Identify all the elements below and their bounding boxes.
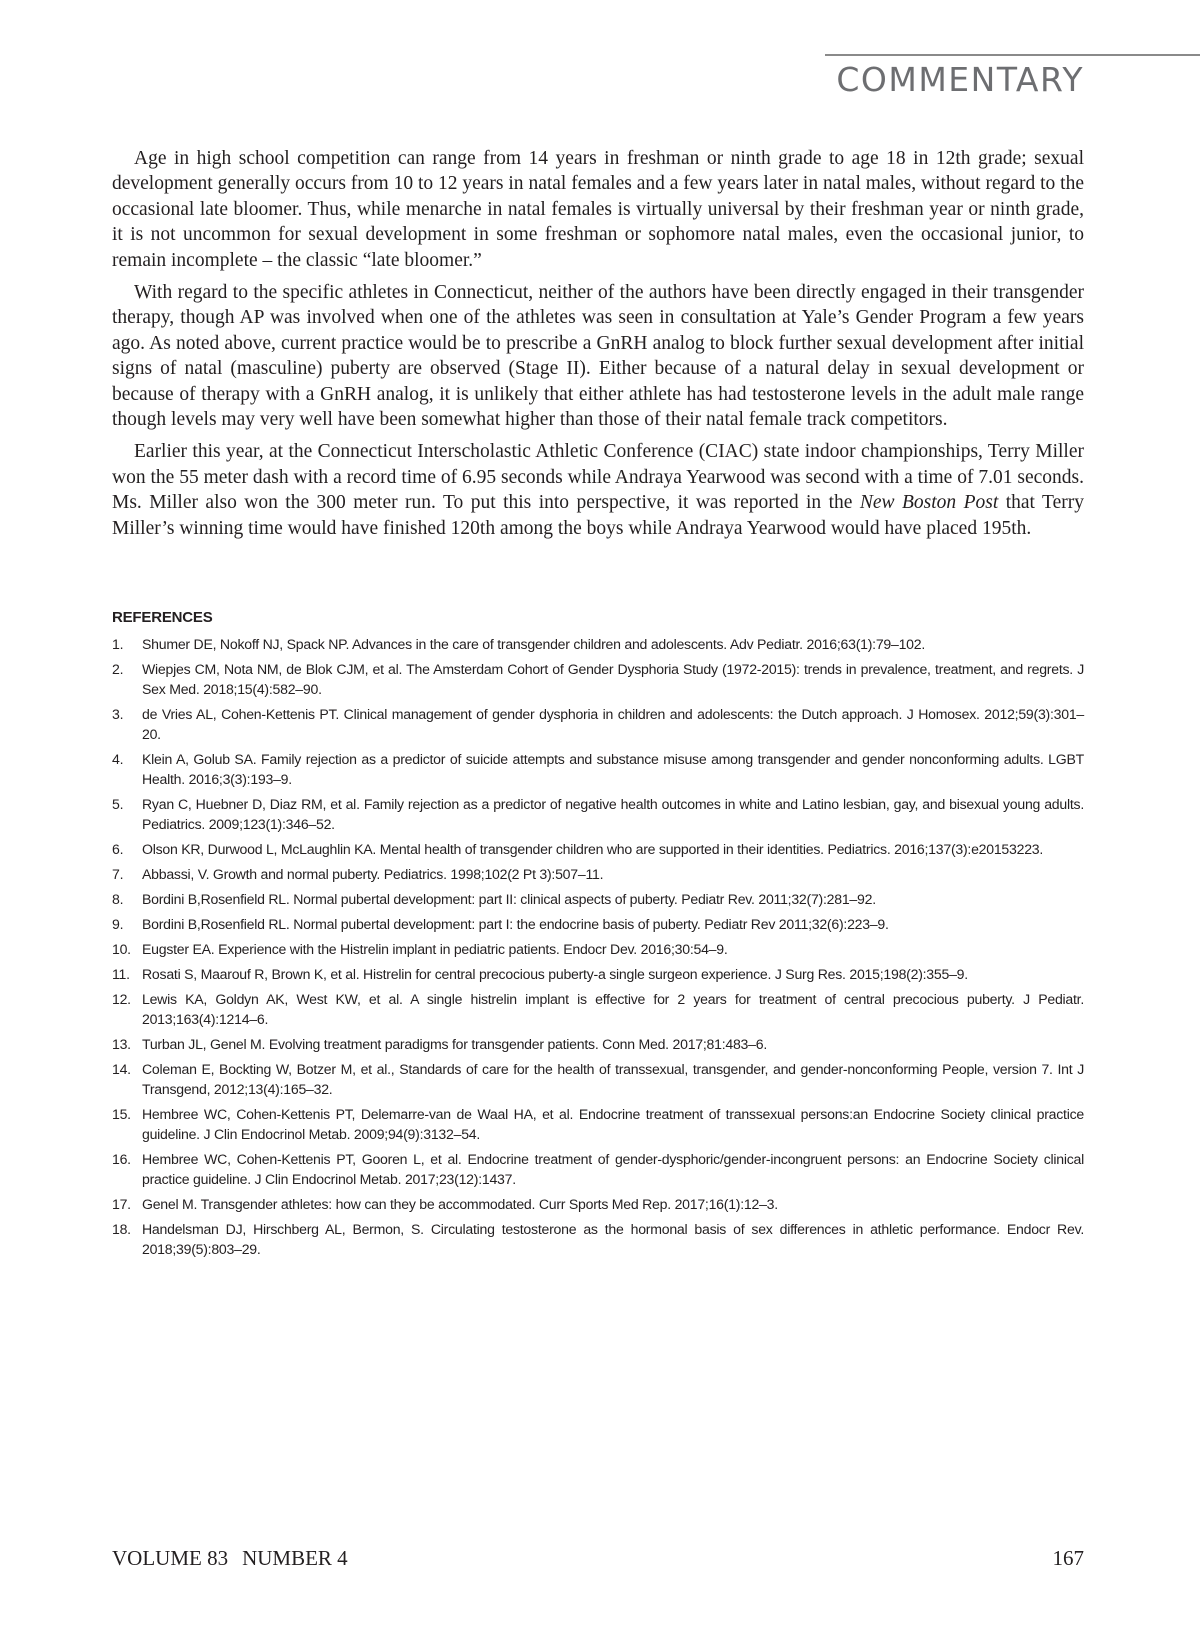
reference-text: Rosati S, Maarouf R, Brown K, et al. Histrelin for central precocious puberty-a single surgeon experience. J Surg Res. 2015;198(2):355–9.: [142, 966, 968, 982]
reference-text: Handelsman DJ, Hirschberg AL, Bermon, S. Circulating testosterone as the hormonal basis of sex differences in athletic performance. Endocr Rev. 2018;39(5):803–29.: [142, 1221, 1084, 1257]
body-paragraph-1: Age in high school competition can range from 14 years in freshman or ninth grade to age 18 in 12th grade; sexual development generally occurs from 10 to 12 years in natal females and a few years later in natal males, without regard to the occasional late bloomer. Thus, while menarche in natal females is virtually universal by their freshman year or ninth grade, it is not uncommon for sexual development in some freshman or sophomore natal males, even the occasional junior, to remain incomplete – the classic “late bloomer.”: [112, 148, 1084, 271]
reference-item: [112, 1219, 1084, 1259]
reference-item: [112, 1104, 1084, 1144]
reference-text: Shumer DE, Nokoff NJ, Spack NP. Advances in the care of transgender children and adolescents. Adv Pediatr. 2016;63(1):79–102.: [142, 636, 926, 652]
reference-number: 17.: [112, 1196, 131, 1212]
reference-item: [112, 1149, 1084, 1189]
reference-text: Abbassi, V. Growth and normal puberty. Pediatrics. 1998;102(2 Pt 3):507–11.: [142, 866, 604, 882]
references-heading: REFERENCES: [112, 609, 213, 626]
body-paragraph-2: With regard to the specific athletes in Connecticut, neither of the authors have been directly engaged in their transgender therapy, though AP was involved when one of the athletes was seen in consultation at Yale’s Gender Program a few years ago. As noted above, current practice would be to prescribe a GnRH analog to block further sexual development after initial signs of natal (masculine) puberty are observed (Stage II). Either because of a natural delay in sexual development or because of therapy with a GnRH analog, it is unlikely that either athlete has had testosterone levels in the adult male range though levels may very well have been somewhat higher than those of their natal female track competitors.: [112, 282, 1084, 431]
reference-number: 13.: [112, 1036, 131, 1052]
reference-text: Hembree WC, Cohen-Kettenis PT, Delemarre-van de Waal HA, et al. Endocrine treatment of transsexual persons:an Endocrine Society clinical practice guideline. J Clin Endocrinol Metab. 2009;94(9):3132–54.: [142, 1106, 1084, 1142]
reference-item: [112, 889, 1084, 909]
reference-text: Lewis KA, Goldyn AK, West KW, et al. A single histrelin implant is effective for 2 years for treatment of central precocious puberty. J Pediatr. 2013;163(4):1214–6.: [142, 991, 1084, 1027]
reference-text: Ryan C, Huebner D, Diaz RM, et al. Family rejection as a predictor of negative health outcomes in white and Latino lesbian, gay, and bisexual young adults. Pediatrics. 2009;123(1):346–52.: [142, 796, 1084, 832]
reference-item: [112, 634, 1084, 654]
reference-text: de Vries AL, Cohen-Kettenis PT. Clinical management of gender dysphoria in children and adolescents: the Dutch approach. J Homosex. 2012;59(3):301–20.: [142, 706, 1084, 742]
page-number: 167: [1052, 1546, 1084, 1570]
reference-text: Olson KR, Durwood L, McLaughlin KA. Mental health of transgender children who are supported in their identities. Pediatrics. 2016;137(3):e20153223.: [142, 841, 1044, 857]
reference-item: [112, 659, 1084, 699]
reference-number: 8.: [112, 891, 124, 907]
reference-item: [112, 749, 1084, 789]
reference-list: [112, 634, 1084, 1259]
reference-number: 1.: [112, 636, 124, 652]
reference-number: 3.: [112, 706, 124, 722]
reference-text: Wiepjes CM, Nota NM, de Blok CJM, et al. The Amsterdam Cohort of Gender Dysphoria Study (1972-2015): trends in prevalence, treatment, and regrets. J Sex Med. 2018;15(4):582–90.: [142, 661, 1084, 697]
reference-number: 7.: [112, 866, 124, 882]
reference-number: 11.: [112, 966, 130, 982]
reference-item: [112, 964, 1084, 984]
reference-item: [112, 1034, 1084, 1054]
volume-label: VOLUME 83: [112, 1546, 229, 1570]
reference-text: Bordini B,Rosenfield RL. Normal pubertal development: part I: the endocrine basis of puberty. Pediatr Rev 2011;32(6):223–9.: [142, 916, 889, 932]
reference-item: [112, 839, 1084, 859]
reference-number: 5.: [112, 796, 124, 812]
reference-number: 14.: [112, 1061, 131, 1077]
reference-text: Klein A, Golub SA. Family rejection as a predictor of suicide attempts and substance misuse among transgender and gender nonconforming adults. LGBT Health. 2016;3(3):193–9.: [142, 751, 1084, 787]
reference-item: [112, 704, 1084, 744]
reference-text: Turban JL, Genel M. Evolving treatment paradigms for transgender patients. Conn Med. 2017;81:483–6.: [142, 1036, 767, 1052]
reference-text: Bordini B,Rosenfield RL. Normal pubertal development: part II: clinical aspects of puberty. Pediatr Rev. 2011;32(7):281–92.: [142, 891, 876, 907]
reference-item: [112, 794, 1084, 834]
reference-item: [112, 939, 1084, 959]
reference-text: Genel M. Transgender athletes: how can they be accommodated. Curr Sports Med Rep. 2017;16(1):12–3.: [142, 1196, 778, 1212]
reference-number: 10.: [112, 941, 131, 957]
paragraph-3-start: Earlier this year, at the Connecticut Interscholastic Athletic Conference (CIAC) state indoor championships, Terry Miller won the 55 meter dash with a record time of 6.95 seconds while Andraya Yearwood was second with a time of 7.01 seconds. Ms. Miller also won the 300 meter run. To put this into perspective, it was reported in the: [112, 441, 1084, 514]
reference-number: 12.: [112, 991, 131, 1007]
reference-item: [112, 914, 1084, 934]
references-section: [112, 608, 1084, 1264]
reference-number: 15.: [112, 1106, 131, 1122]
reference-text: Hembree WC, Cohen-Kettenis PT, Gooren L, et al. Endocrine treatment of gender-dysphoric/gender-incongruent persons: an Endocrine Society clinical practice guideline. J Clin Endocrinol Metab. 2017;23(12):1437.: [142, 1151, 1084, 1187]
publication-name: New Boston Post: [859, 492, 999, 514]
reference-item: [112, 1194, 1084, 1214]
reference-item: [112, 989, 1084, 1029]
reference-text: Eugster EA. Experience with the Histrelin implant in pediatric patients. Endocr Dev. 2016;30:54–9.: [142, 941, 728, 957]
section-label: COMMENTARY: [836, 60, 1084, 99]
reference-number: 16.: [112, 1151, 131, 1167]
article-body: [112, 146, 1084, 548]
page-footer: [112, 1546, 1084, 1571]
number-label: NUMBER 4: [242, 1546, 348, 1570]
header-rule: [825, 54, 1200, 56]
reference-number: 4.: [112, 751, 124, 767]
reference-number: 6.: [112, 841, 124, 857]
body-paragraph-3: [112, 439, 1084, 541]
reference-number: 2.: [112, 661, 124, 677]
reference-item: [112, 864, 1084, 884]
reference-number: 9.: [112, 916, 124, 932]
paragraph-3-end: that Terry Miller’s winning time would have finished 120th among the boys while Andraya Yearwood would have placed 195th.: [112, 492, 1084, 539]
reference-text: Coleman E, Bockting W, Botzer M, et al., Standards of care for the health of transsexual, transgender, and gender-nonconforming People, version 7. Int J Transgend, 2012;13(4):165–32.: [142, 1061, 1084, 1097]
issue-info: [112, 1546, 362, 1571]
reference-item: [112, 1059, 1084, 1099]
reference-number: 18.: [112, 1221, 131, 1237]
